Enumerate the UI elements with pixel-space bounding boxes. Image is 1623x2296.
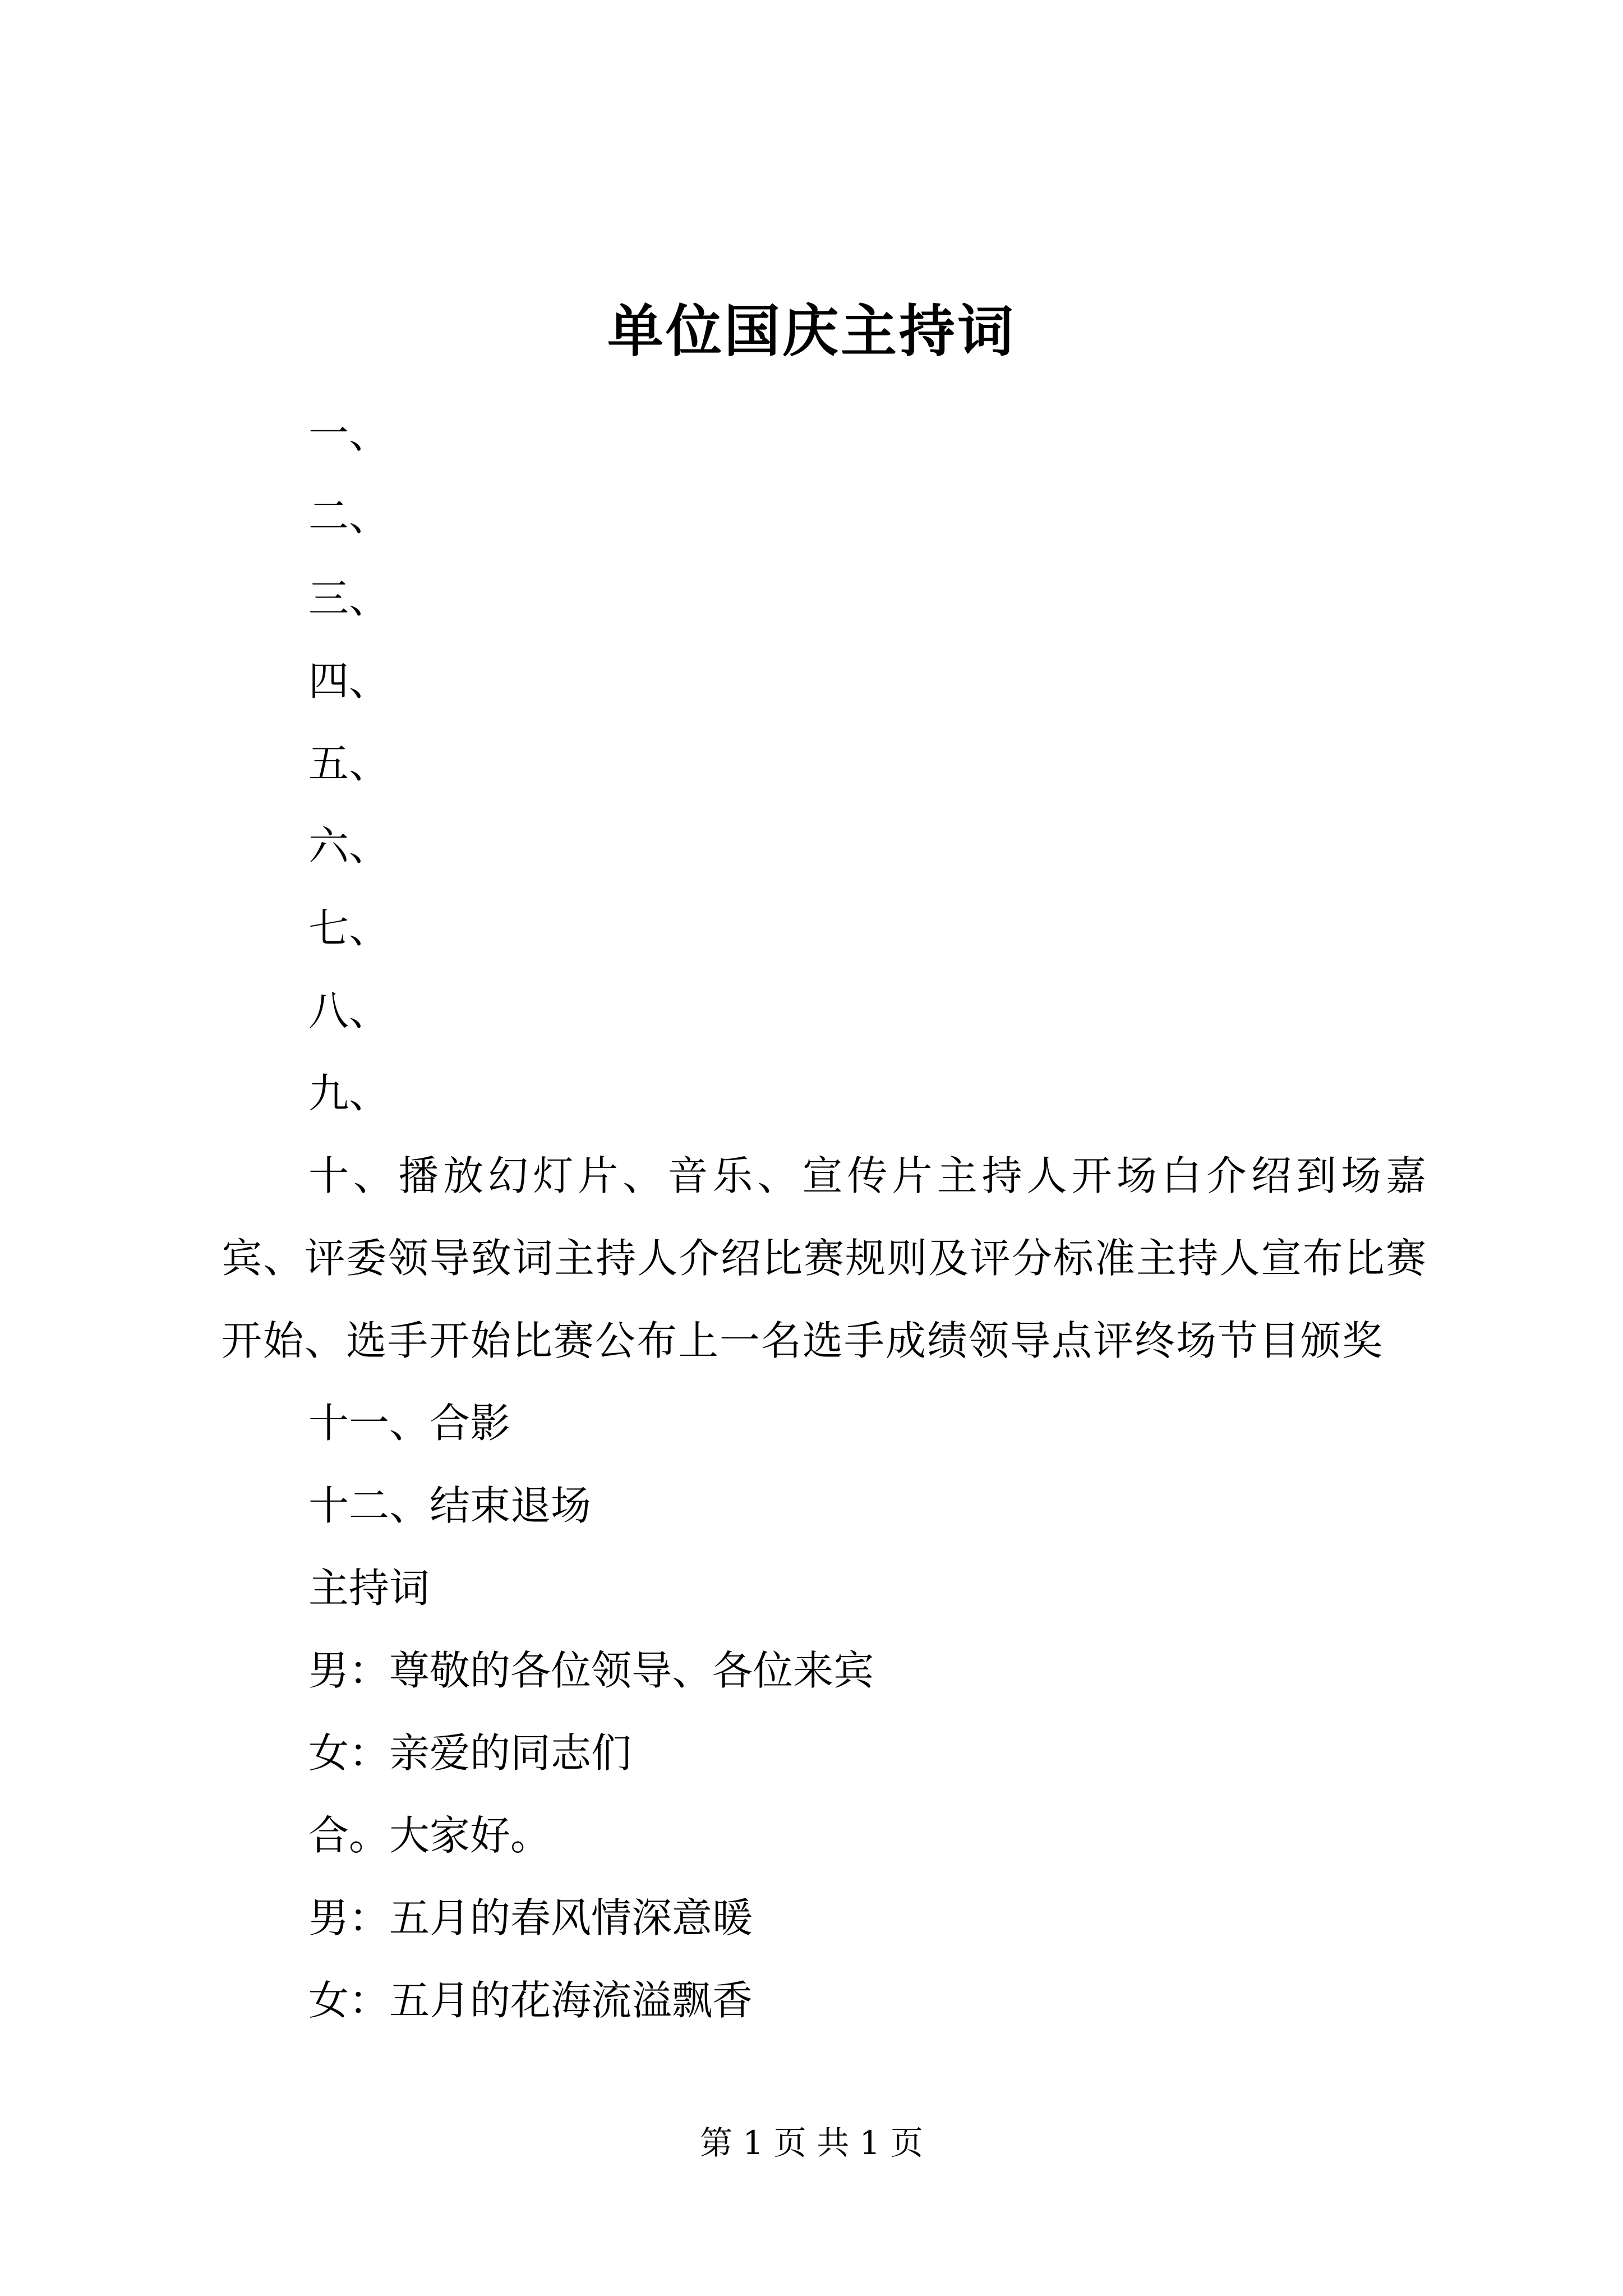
list-item-8: 八、 [308, 987, 390, 1034]
list-item-4: 四、 [308, 657, 390, 705]
list-item-12: 十二、结束退场 [308, 1482, 592, 1529]
list-item-1: 一、 [308, 410, 390, 457]
list-item-10-paragraph: 十、播放幻灯片、音乐、宣传片主持人开场白介绍到场嘉宾、评委领导致词主持人介绍比赛规则及评分标准主持人宣布比赛开始、选手开始比赛公布上一名选手成绩领导点评终场节目颁奖 [222, 1152, 1427, 1364]
list-item-7: 七、 [308, 905, 390, 952]
list-item-2: 二、 [308, 493, 390, 540]
section-heading-host-script: 主持词 [308, 1565, 430, 1612]
list-item-5: 五、 [308, 740, 390, 787]
document-body [222, 393, 1427, 2042]
list-item-9: 九、 [308, 1070, 390, 1117]
list-item-11: 十一、合影 [308, 1400, 511, 1447]
script-line-female-1: 女：亲爱的同志们 [308, 1729, 632, 1777]
script-line-female-2: 女：五月的花海流溢飘香 [308, 1977, 753, 2024]
script-line-together: 合。大家好。 [308, 1812, 551, 1859]
list-item-6: 六、 [308, 822, 390, 869]
page-footer: 第 1 页 共 1 页 [700, 2124, 923, 2162]
document-title: 单位国庆主持词 [607, 298, 1016, 364]
list-item-3: 三、 [308, 575, 390, 622]
script-line-male-1: 男：尊敬的各位领导、各位来宾 [308, 1647, 874, 1694]
script-line-male-2: 男：五月的春风情深意暖 [308, 1894, 753, 1941]
